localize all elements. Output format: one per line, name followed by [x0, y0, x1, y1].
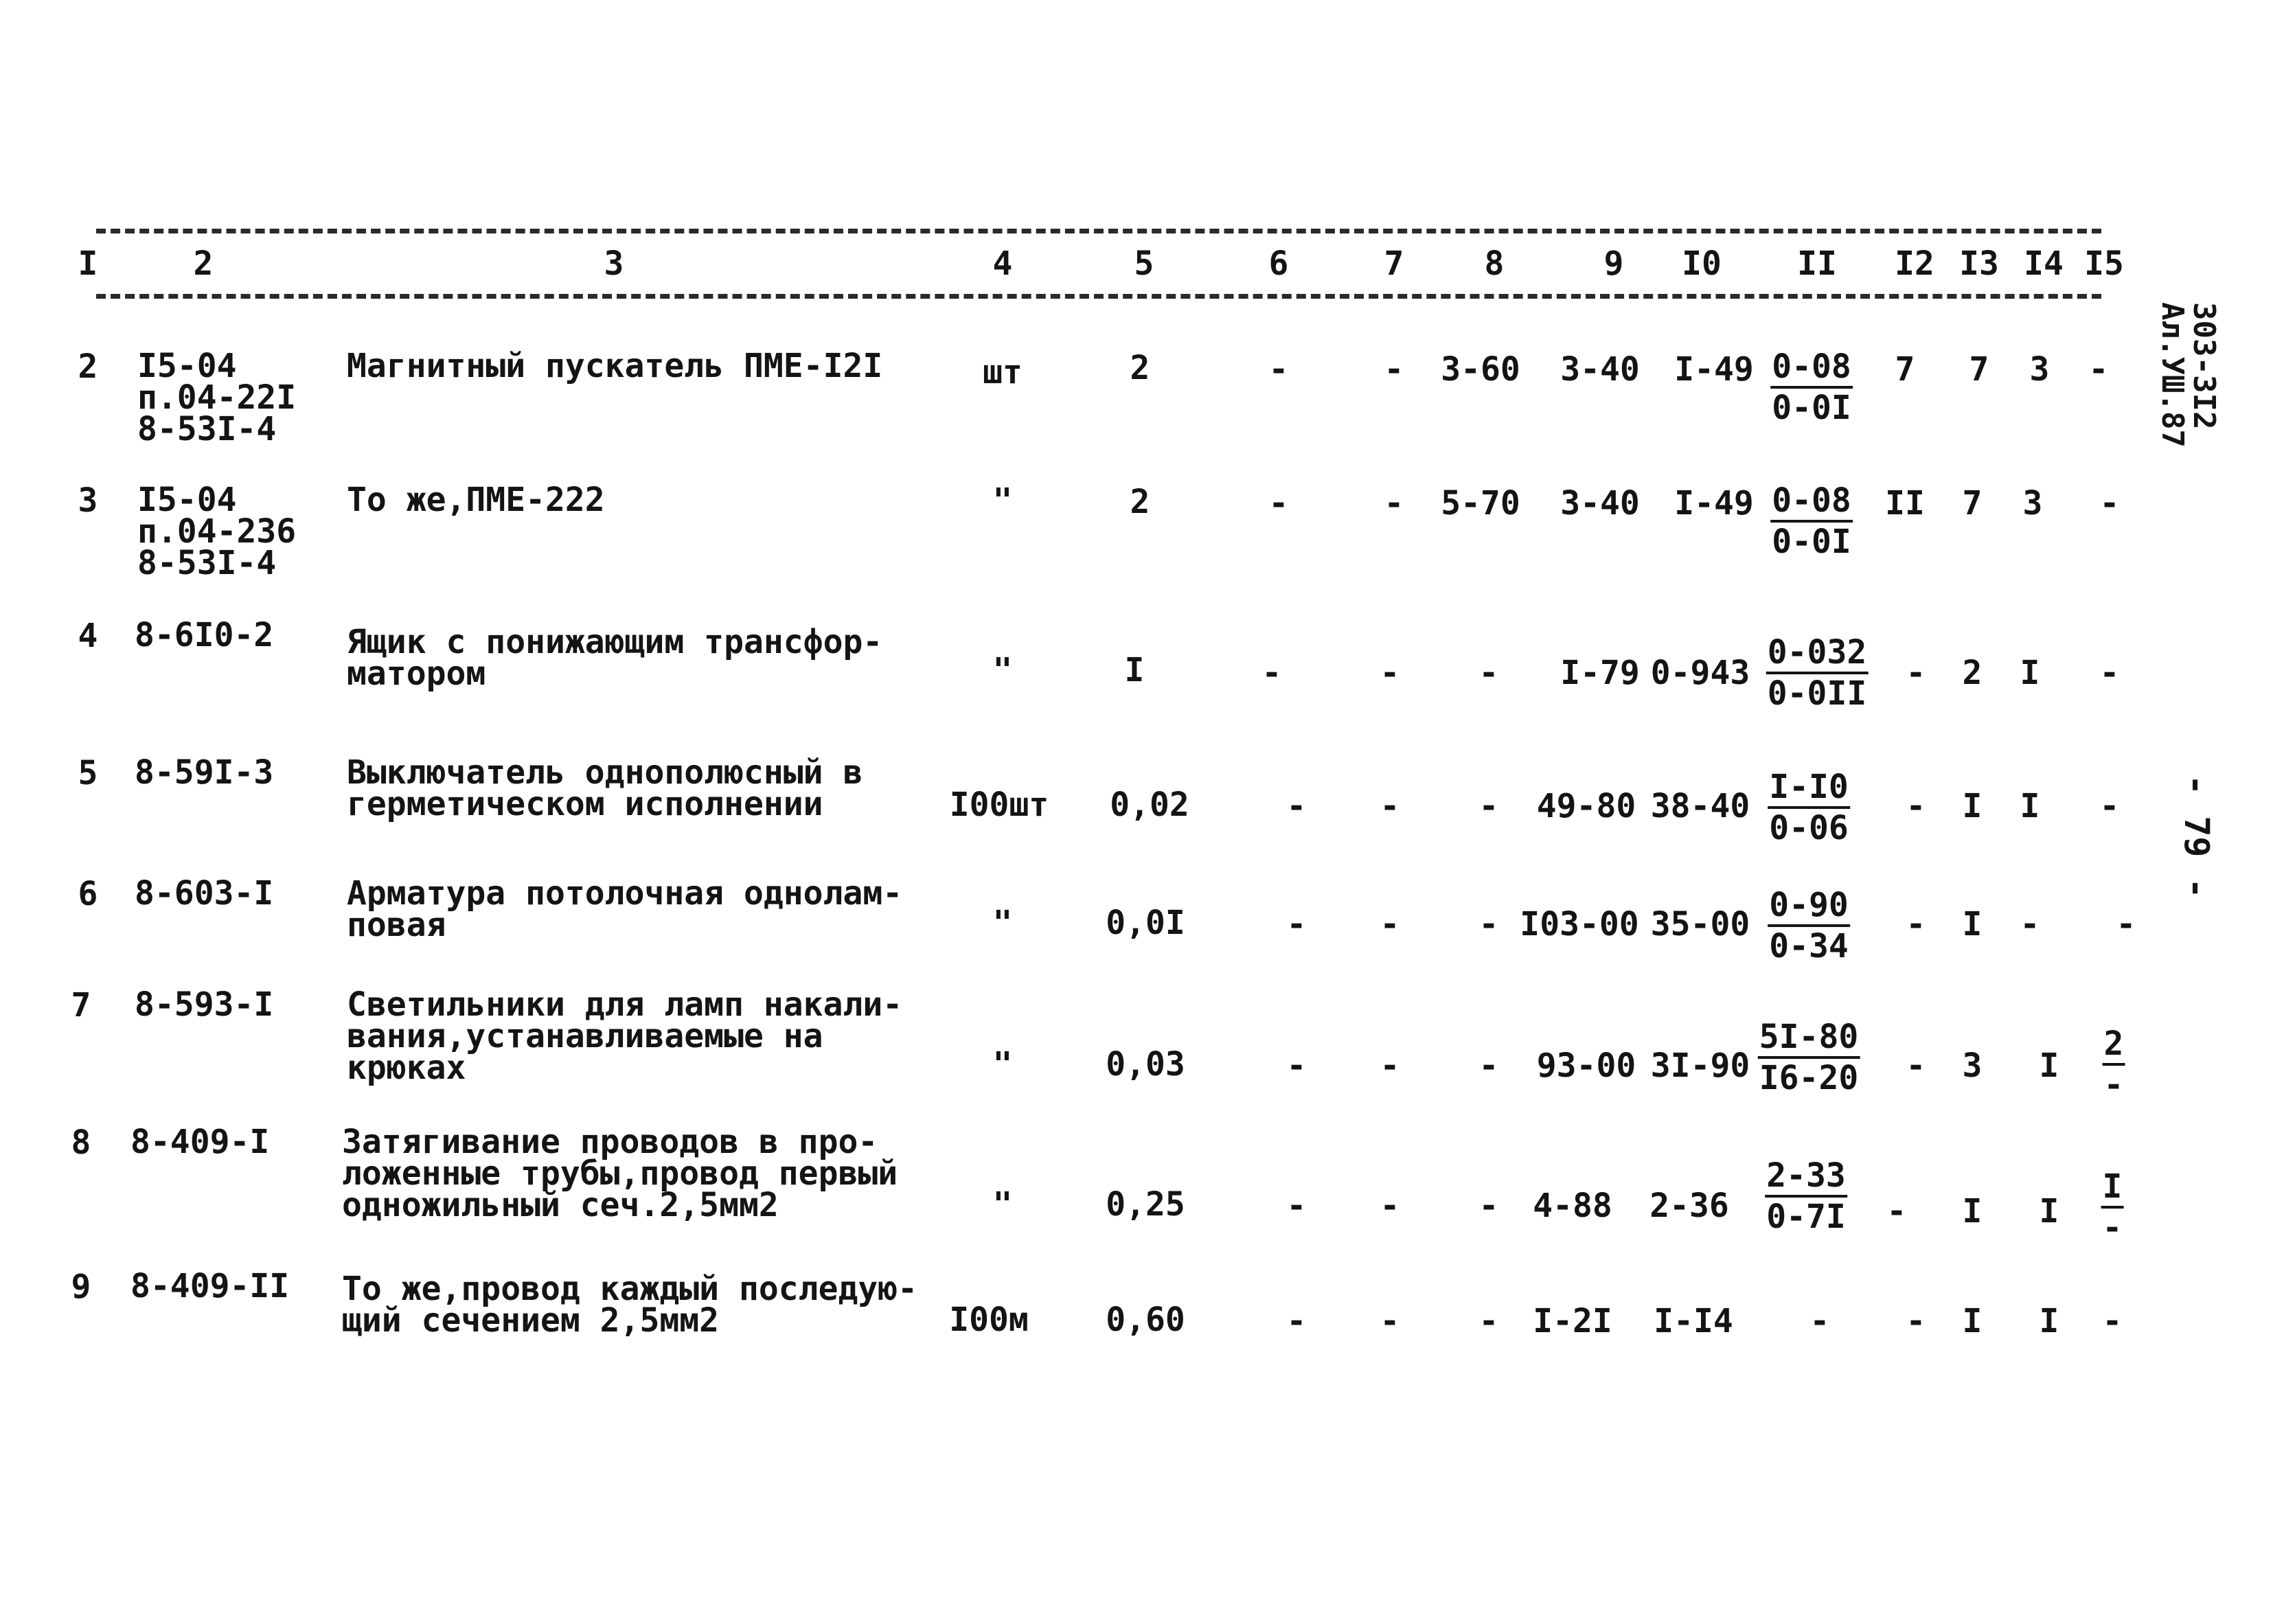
- col-10-value: 38-40: [1650, 787, 1750, 825]
- norm-code: 8-603-I: [135, 874, 274, 913]
- col-8-value: -: [1478, 1187, 1499, 1225]
- col-8-value: -: [1478, 1047, 1499, 1085]
- col-14-value: I: [2020, 787, 2040, 825]
- col-9-value: I-79: [1560, 654, 1640, 692]
- unit: ": [992, 904, 1013, 942]
- col-6-value: -: [1261, 654, 1282, 692]
- col-6-value: -: [1286, 1187, 1307, 1225]
- col-12-value: -: [1906, 787, 1926, 825]
- col-14-value: I: [2039, 1047, 2059, 1085]
- column-header-5: 5: [1134, 244, 1154, 283]
- fraction-denominator: 0-7I: [1766, 1198, 1846, 1236]
- col-10-value: 0-943: [1650, 654, 1750, 692]
- col-13-value: 7: [1962, 484, 1983, 523]
- col-6-value: -: [1286, 787, 1307, 825]
- col-11-fraction: [1770, 481, 1853, 561]
- col-12-value: -: [1906, 654, 1926, 692]
- item-description: Арматура потолочная однолам- повая: [347, 874, 903, 944]
- column-header-11: II: [1797, 244, 1837, 283]
- col-15-value: -: [2099, 654, 2120, 692]
- col-9-value: 93-00: [1536, 1047, 1636, 1085]
- item-description: Затягивание проводов в про- ложенные трубы,провод первый одножильный сеч.2,5мм2: [342, 1123, 898, 1224]
- side-document-code: 303-3I2 Ал.УШ.87: [2155, 302, 2221, 448]
- row-number: 7: [71, 986, 91, 1025]
- fraction-denominator: 0-0I: [1772, 389, 1851, 427]
- unit: I00м: [949, 1301, 1029, 1339]
- col-7-value: -: [1380, 905, 1400, 943]
- col-13-value: I: [1962, 1302, 1983, 1340]
- column-header-9: 9: [1603, 244, 1624, 283]
- header-top-rule: [96, 229, 2101, 233]
- column-header-7: 7: [1384, 244, 1404, 283]
- row-number: 8: [71, 1123, 91, 1162]
- col-14-value: 3: [2022, 484, 2043, 523]
- col-11-fraction: [1768, 768, 1850, 847]
- fraction-denominator: 0-0II: [1767, 674, 1867, 713]
- item-description: Выключатель однополюсный в герметическом исполнении: [347, 753, 863, 823]
- row-number: 5: [78, 754, 98, 792]
- item-description: То же,провод каждый последую- щий сечением 2,5мм2: [342, 1270, 918, 1340]
- col-12-value: -: [1906, 1047, 1926, 1085]
- col-10-value: 35-00: [1650, 905, 1750, 943]
- col-10-value: I-49: [1674, 350, 1754, 389]
- col-12-value: II: [1885, 484, 1925, 523]
- col-13-value: I: [1962, 905, 1983, 943]
- fraction-denominator: I6-20: [1759, 1059, 1859, 1097]
- col-13-value: I: [1962, 1192, 1983, 1231]
- quantity: 0,02: [1110, 786, 1189, 824]
- col-6-value: -: [1286, 1047, 1307, 1085]
- fraction-denominator: -: [2102, 1209, 2123, 1247]
- col-13-value: 2: [1962, 654, 1983, 692]
- quantity: 0,60: [1106, 1301, 1185, 1339]
- column-header-14: I4: [2024, 244, 2064, 283]
- col-7-value: -: [1380, 1187, 1400, 1225]
- unit: ": [992, 1045, 1013, 1084]
- col-11-fraction: [1765, 1156, 1847, 1236]
- col-14-value: I: [2039, 1302, 2059, 1340]
- col-15-value: -: [2099, 787, 2120, 825]
- col-7-value: -: [1380, 1302, 1400, 1340]
- unit: ": [992, 481, 1013, 520]
- fraction-numerator: 0-08: [1770, 481, 1853, 523]
- col-8-value: 5-70: [1441, 484, 1520, 523]
- col-15-value: -: [2116, 905, 2136, 943]
- unit: I00шт: [949, 786, 1049, 824]
- col-12-value: -: [1906, 1302, 1926, 1340]
- col-12-value: -: [1886, 1192, 1907, 1231]
- row-number: 4: [78, 617, 98, 655]
- norm-code: 8-59I-3: [135, 753, 274, 792]
- header-bottom-rule: [96, 294, 2101, 299]
- col-15-value: -: [2088, 350, 2109, 389]
- unit: шт: [983, 353, 1023, 391]
- row-number: 2: [78, 347, 98, 386]
- col-15-value: -: [2102, 1302, 2123, 1340]
- col-14-value: I: [2039, 1192, 2059, 1231]
- column-header-10: I0: [1682, 244, 1722, 283]
- col-8-value: 3-60: [1441, 350, 1520, 389]
- col-9-value: 3-40: [1560, 350, 1640, 389]
- unit: ": [992, 651, 1013, 689]
- norm-code: I5-04 п.04-236 8-53I-4: [137, 481, 297, 582]
- unit: ": [992, 1185, 1013, 1224]
- column-header-4: 4: [992, 244, 1013, 283]
- col-13-value: I: [1962, 787, 1983, 825]
- column-header-1: I: [78, 244, 98, 283]
- col-11-fraction: [1758, 1018, 1860, 1097]
- col-10-value: 3I-90: [1650, 1047, 1750, 1085]
- col-15-value: -: [2099, 484, 2120, 523]
- col-8-value: -: [1478, 654, 1499, 692]
- norm-code: 8-409-I: [130, 1123, 270, 1161]
- norm-code: I5-04 п.04-22I 8-53I-4: [137, 347, 297, 448]
- col-14-value: I: [2020, 654, 2040, 692]
- col-7-value: -: [1380, 1047, 1400, 1085]
- col-11-value: -: [1809, 1302, 1830, 1340]
- col-8-value: -: [1478, 1302, 1499, 1340]
- fraction-denominator: 0-0I: [1772, 523, 1851, 561]
- column-header-6: 6: [1268, 244, 1289, 283]
- column-header-8: 8: [1484, 244, 1505, 283]
- fraction-numerator: I: [2101, 1167, 2124, 1209]
- item-description: Светильники для ламп накали- вания,устанавливаемые на крюках: [347, 985, 903, 1087]
- col-6-value: -: [1286, 1302, 1307, 1340]
- row-number: 3: [78, 481, 98, 520]
- quantity: 0,03: [1106, 1045, 1185, 1084]
- col-7-value: -: [1384, 484, 1404, 523]
- column-header-12: I2: [1895, 244, 1934, 283]
- col-14-value: 3: [2029, 350, 2050, 389]
- fraction-denominator: 0-06: [1769, 809, 1849, 847]
- col-10-value: 2-36: [1649, 1187, 1729, 1225]
- col-15-fraction: [2103, 1025, 2125, 1104]
- quantity: I: [1124, 651, 1145, 689]
- norm-code: 8-409-II: [130, 1267, 290, 1305]
- item-description: То же,ПМЕ-222: [347, 481, 605, 519]
- col-15-fraction: [2101, 1167, 2124, 1247]
- column-header-2: 2: [193, 244, 214, 283]
- col-6-value: -: [1286, 905, 1307, 943]
- col-7-value: -: [1380, 654, 1400, 692]
- quantity: 0,25: [1106, 1185, 1185, 1224]
- col-10-value: I-49: [1674, 484, 1754, 523]
- fraction-numerator: 2-33: [1765, 1156, 1847, 1198]
- col-7-value: -: [1384, 350, 1404, 389]
- fraction-numerator: 0-90: [1768, 886, 1850, 927]
- page-number: - 79 -: [2177, 775, 2217, 899]
- col-14-value: -: [2020, 905, 2040, 943]
- fraction-denominator: -: [2103, 1066, 2124, 1104]
- fraction-numerator: 0-08: [1770, 347, 1853, 389]
- col-9-value: I-2I: [1533, 1302, 1612, 1340]
- fraction-numerator: 5I-80: [1758, 1018, 1860, 1059]
- row-number: 6: [78, 875, 98, 913]
- col-7-value: -: [1380, 787, 1400, 825]
- item-description: Ящик с понижающим трансфор- матором: [347, 623, 883, 693]
- fraction-numerator: 0-032: [1766, 633, 1869, 674]
- norm-code: 8-6I0-2: [135, 616, 274, 654]
- col-6-value: -: [1268, 350, 1289, 389]
- col-13-value: 3: [1962, 1047, 1983, 1085]
- fraction-denominator: 0-34: [1769, 927, 1849, 965]
- col-12-value: -: [1906, 905, 1926, 943]
- row-number: 9: [71, 1268, 91, 1306]
- quantity: 2: [1130, 349, 1150, 387]
- col-11-fraction: [1768, 886, 1850, 965]
- column-header-15: I5: [2084, 244, 2124, 283]
- col-9-value: 4-88: [1533, 1187, 1612, 1225]
- col-11-fraction: [1770, 347, 1853, 427]
- fraction-numerator: 2: [2103, 1025, 2125, 1066]
- column-header-3: 3: [604, 244, 624, 283]
- column-header-13: I3: [1959, 244, 1999, 283]
- quantity: 2: [1130, 483, 1150, 521]
- col-8-value: -: [1478, 905, 1499, 943]
- fraction-numerator: I-I0: [1768, 768, 1850, 809]
- col-13-value: 7: [1969, 350, 1989, 389]
- quantity: 0,0I: [1106, 904, 1185, 942]
- col-11-fraction: [1766, 633, 1869, 713]
- col-9-value: 49-80: [1536, 787, 1636, 825]
- col-10-value: I-I4: [1654, 1302, 1733, 1340]
- col-9-value: 3-40: [1560, 484, 1640, 523]
- col-12-value: 7: [1895, 350, 1915, 389]
- item-description: Магнитный пускатель ПМЕ-I2I: [347, 347, 883, 385]
- norm-code: 8-593-I: [135, 985, 274, 1024]
- col-8-value: -: [1478, 787, 1499, 825]
- col-9-value: I03-00: [1520, 905, 1639, 943]
- col-6-value: -: [1268, 484, 1289, 523]
